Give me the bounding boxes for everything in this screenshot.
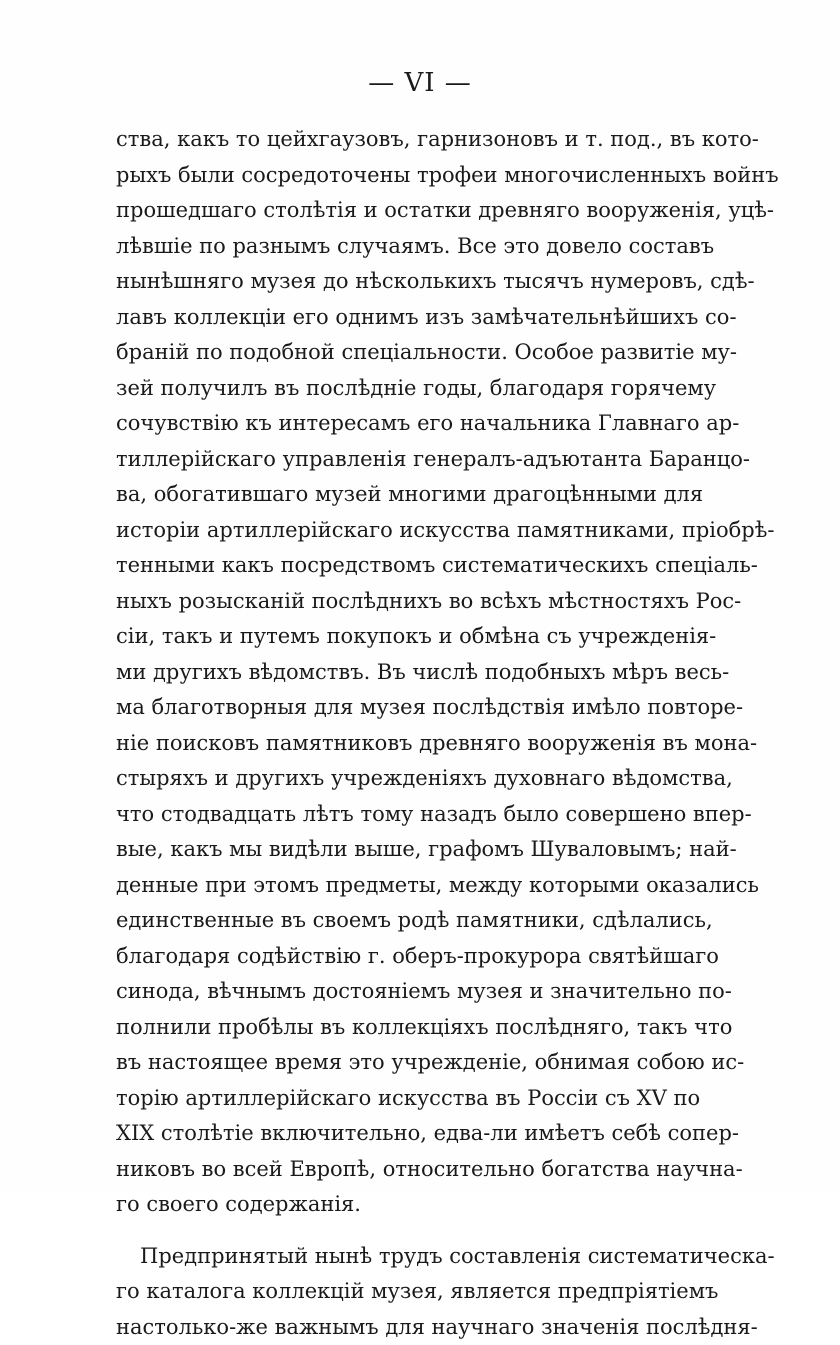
text-line: лѣвшіе по разнымъ случаямъ. Все это довело составъ xyxy=(116,229,693,265)
text-line: исторіи артиллерійскаго искусства памятниками, пріобрѣ- xyxy=(116,513,693,549)
text-line: лавъ коллекціи его однимъ изъ замѣчательнѣйшихъ со- xyxy=(116,300,693,336)
text-line: сочувствію къ интересамъ его начальника Главнаго ар- xyxy=(116,406,693,442)
text-line: никовъ во всей Европѣ, относительно богатства научна- xyxy=(116,1152,693,1188)
text-line: въ настоящее время это учрежденіе, обнимая собою ис- xyxy=(116,1045,693,1081)
text-line: торію артиллерійскаго искусства въ Россіи съ XV по xyxy=(116,1081,693,1117)
text-line: нынѣшняго музея до нѣсколькихъ тысячъ нумеровъ, сдѣ- xyxy=(116,264,693,300)
text-line: го каталога коллекцій музея, является предпріятіемъ xyxy=(116,1274,693,1310)
text-line: ми другихъ вѣдомствъ. Въ числѣ подобныхъ мѣръ весь- xyxy=(116,655,693,691)
text-line: ства, какъ то цейхгаузовъ, гарнизоновъ и т. под., въ кото- xyxy=(116,122,693,158)
text-line: что стодвадцать лѣтъ тому назадъ было совершено впер- xyxy=(116,797,693,833)
text-line: стыряхъ и другихъ учрежденіяхъ духовнаго вѣдомства, xyxy=(116,761,693,797)
text-line: ніе поисковъ памятниковъ древняго вооруженія въ мона- xyxy=(116,726,693,762)
text-line: вые, какъ мы видѣли выше, графомъ Шуваловымъ; най- xyxy=(116,832,693,868)
text-line: сіи, такъ и путемъ покупокъ и обмѣна съ учрежденія- xyxy=(116,619,693,655)
text-line: браній по подобной спеціальности. Особое развитіе му- xyxy=(116,335,693,371)
text-line: тенными какъ посредствомъ систематическихъ спеціаль- xyxy=(116,548,693,584)
paragraph-gap xyxy=(116,1223,693,1239)
text-line: го своего содержанія. xyxy=(116,1187,693,1223)
text-line: ныхъ розысканій послѣднихъ во всѣхъ мѣстностяхъ Рос- xyxy=(116,584,693,620)
text-line: полнили пробѣлы въ коллекціяхъ послѣдняго, такъ что xyxy=(116,1010,693,1046)
text-line: XIX столѣтіе включительно, едва-ли имѣетъ себѣ сопер- xyxy=(116,1116,693,1152)
text-line: денные при этомъ предметы, между которыми оказались xyxy=(116,868,693,904)
text-line: благодаря содѣйствію г. оберъ-прокурора святѣйшаго xyxy=(116,939,693,975)
text-line: зей получилъ въ послѣдніе годы, благодаря горячему xyxy=(116,371,693,407)
body-text xyxy=(116,122,693,1345)
text-line: единственные въ своемъ родѣ памятники, сдѣлались, xyxy=(116,903,693,939)
paragraph xyxy=(116,1239,693,1345)
text-line: прошедшаго столѣтія и остатки древняго вооруженія, уцѣ- xyxy=(116,193,693,229)
text-line: рыхъ были сосредоточены трофеи многочисленныхъ войнъ xyxy=(116,158,693,194)
text-line: тиллерійскаго управленія генералъ-адъютанта Баранцо- xyxy=(116,442,693,478)
text-line: настолько-же важнымъ для научнаго значенія послѣдня- xyxy=(116,1310,693,1345)
paragraph xyxy=(116,122,693,1223)
text-line: синода, вѣчнымъ достояніемъ музея и значительно по- xyxy=(116,974,693,1010)
text-line: ма благотворныя для музея послѣдствія имѣло повторе- xyxy=(116,690,693,726)
text-line: ва, обогатившаго музей многими драгоцѣнными для xyxy=(116,477,693,513)
text-line: Предпринятый нынѣ трудъ составленія систематическа- xyxy=(116,1239,693,1275)
page-number: — VI — xyxy=(0,68,840,98)
